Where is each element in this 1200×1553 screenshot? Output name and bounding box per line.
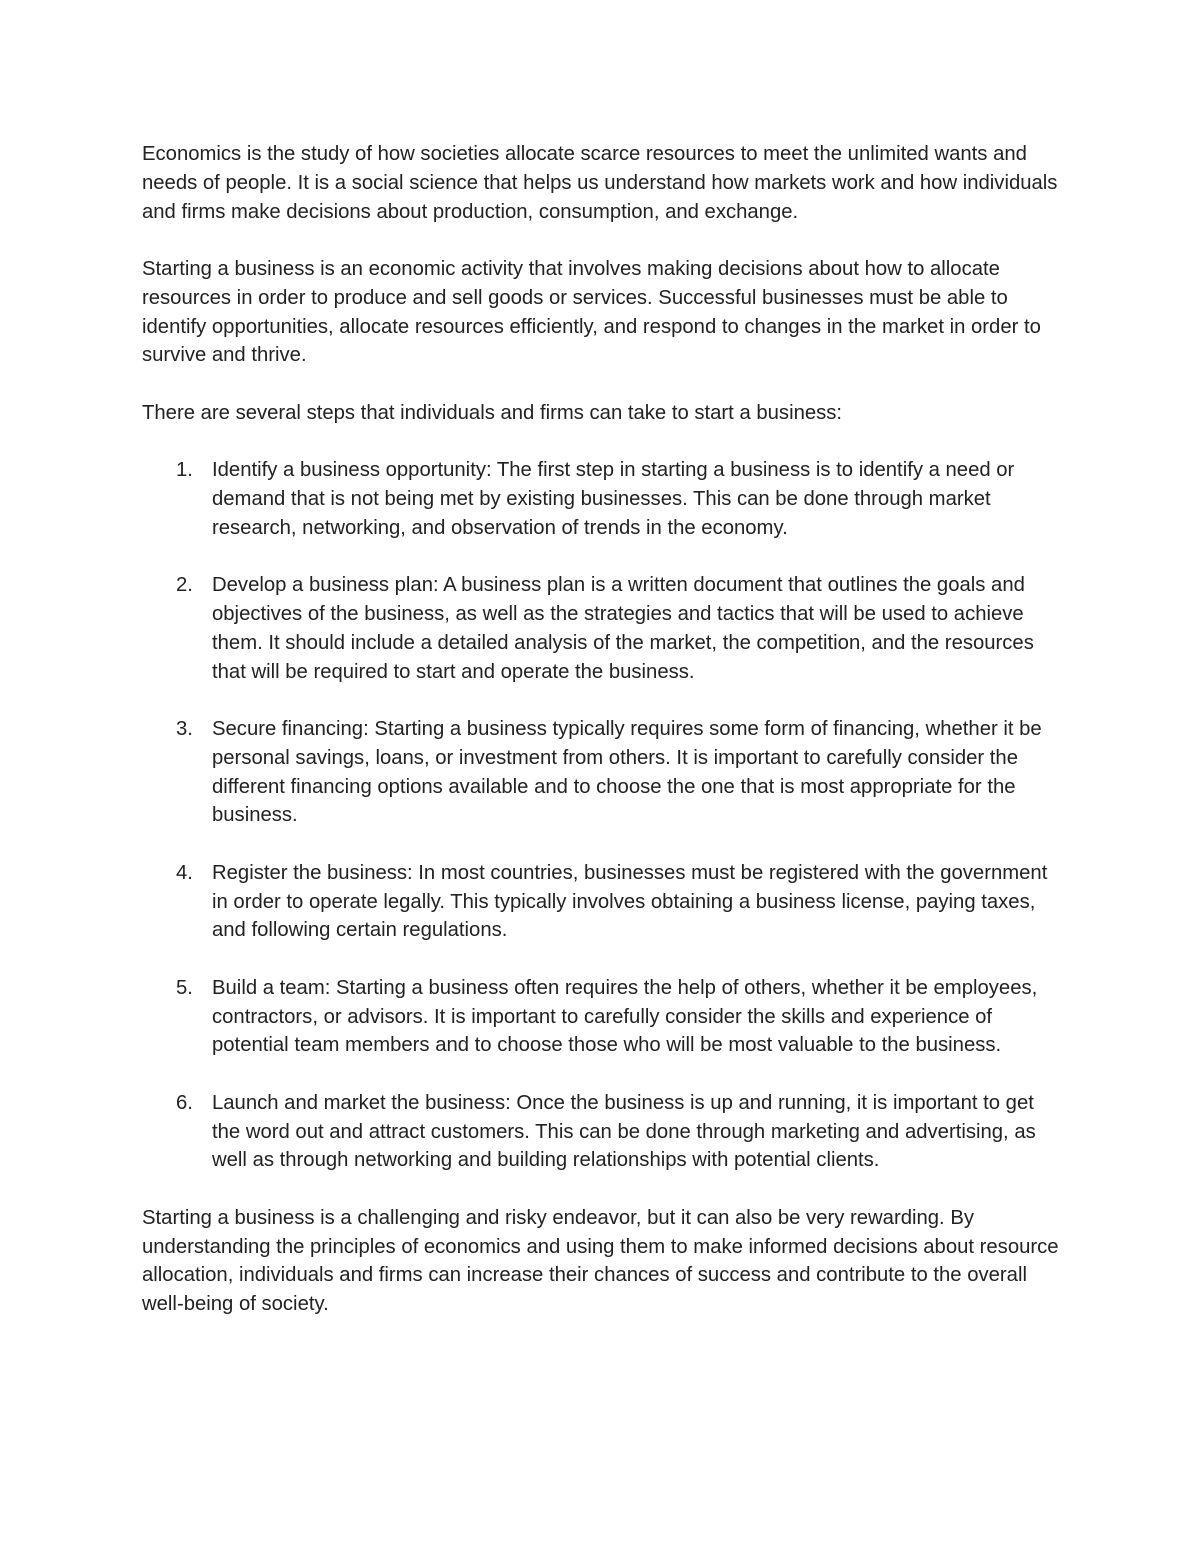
step-text: Register the business: In most countries, businesses must be registered with the government in order to operate legally. This typically involves obtaining a business license, paying taxes, and following certain regulations.: [212, 861, 1048, 942]
step-item-identify-opportunity: [142, 456, 1060, 542]
step-item-register-business: [142, 859, 1060, 945]
intro-paragraph-steps-lead: There are several steps that individuals and firms can take to start a business:: [142, 401, 843, 424]
step-item-business-plan: [142, 571, 1060, 686]
step-item-launch-market: [142, 1089, 1060, 1175]
step-number: 1.: [176, 459, 193, 482]
steps-list: [142, 456, 1060, 1175]
step-number: 2.: [176, 574, 193, 597]
step-text: Develop a business plan: A business plan is a written document that outlines the goals and objectives of the business, as well as the strategies and tactics that will be used to achieve them. It should include a detailed analysis of the market, the competition, and the resources that will be required to start and operate the business.: [212, 574, 1034, 683]
step-text: Build a team: Starting a business often requires the help of others, whether it be employees, contractors, or advisors. It is important to carefully consider the skills and experience of potential team members and to choose those who will be most valuable to the business.: [212, 976, 1038, 1057]
step-text: Secure financing: Starting a business typically requires some form of financing, whether it be personal savings, loans, or investment from others. It is important to carefully consider the different financing options available and to choose the one that is most appropriate for the business.: [212, 718, 1042, 827]
step-number: 6.: [176, 1091, 193, 1114]
step-text: Identify a business opportunity: The first step in starting a business is to identify a need or demand that is not being met by existing businesses. This can be done through market research, networking, and observation of trends in the economy.: [212, 459, 1015, 539]
step-number: 3.: [176, 718, 193, 740]
step-text: Launch and market the business: Once the business is up and running, it is important to get the word out and attract customers. This can be done through marketing and advertising, as well as through networking and building relationships with potential clients.: [212, 1091, 1036, 1172]
step-number: 5.: [176, 976, 193, 999]
intro-paragraph-starting-business: Starting a business is an economic activity that involves making decisions about how to allocate resources in order to produce and sell goods or services. Successful businesses must be able to identify opportunities, allocate resources efficiently, and respond to changes in the market in order to survive and thrive.: [142, 258, 1041, 367]
step-number: 4.: [176, 861, 193, 884]
intro-paragraph-economics: Economics is the study of how societies allocate scarce resources to meet the unlimited wants and needs of people. It is a social science that helps us understand how markets work and how individuals and firms make decisions about production, consumption, and exchange.: [142, 143, 1058, 223]
step-item-secure-financing: [142, 715, 1060, 830]
step-item-build-team: [142, 974, 1060, 1060]
conclusion-paragraph: Starting a business is a challenging and risky endeavor, but it can also be very rewarding. By understanding the principles of economics and using them to make informed decisions about resource allocation, individuals and firms can increase their chances of success and contribute to the overall well-being of society.: [142, 1206, 1059, 1315]
